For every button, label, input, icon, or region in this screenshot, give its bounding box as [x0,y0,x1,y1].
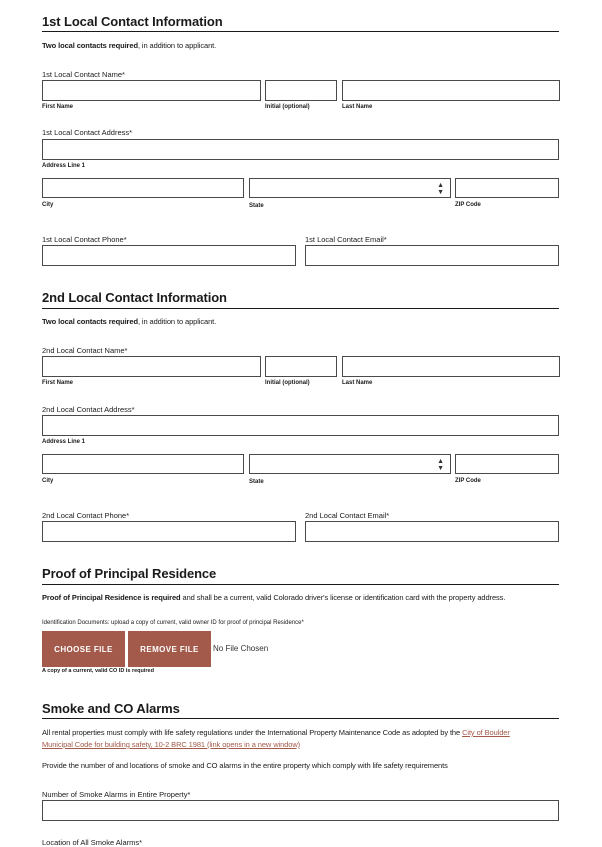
contact1-address-label: 1st Local Contact Address* [42,128,133,137]
section-title-alarms: Smoke and CO Alarms [42,701,180,716]
contact2-email-input[interactable] [305,521,559,542]
contact1-name-label: 1st Local Contact Name* [42,70,125,79]
contact1-state-label: State [249,203,264,209]
boulder-code-link[interactable]: City of Boulder Municipal Code for building safety, 10-2 BRC 1981 (link opens in a new window) [42,728,510,749]
contact2-address-line1-label: Address Line 1 [42,439,86,445]
contact1-first-name-label: First Name [42,104,74,110]
contact1-email-label: 1st Local Contact Email* [305,235,387,244]
contact2-address-label: 2nd Local Contact Address* [42,405,135,414]
contact2-phone-label: 2nd Local Contact Phone* [42,511,130,520]
contact2-state-select[interactable] [249,454,451,474]
residence-note: Proof of Principal Residence is required and shall be a current, valid Colorado driver's license or identification card with the property address. [42,593,506,602]
section-rule [42,31,559,32]
contact1-state-select[interactable] [249,178,451,198]
contact2-last-name-input[interactable] [342,356,560,377]
contact2-email-label: 2nd Local Contact Email* [305,511,390,520]
alarms-instructions: Provide the number of and locations of smoke and CO alarms in the entire property which comply with life safety requirements [42,761,448,770]
up-down-arrows-icon: ▲ ▼ [437,458,444,472]
section-rule [42,584,559,585]
contact1-first-name-input[interactable] [42,80,261,101]
file-status-text: No File Chosen [213,644,269,653]
contact1-zip-input[interactable] [455,178,559,198]
contact2-first-name-input[interactable] [42,356,261,377]
contact2-name-label: 2nd Local Contact Name* [42,346,128,355]
contact1-note: Two local contacts required, in addition to applicant. [42,41,217,50]
section-rule [42,718,559,719]
contact1-address-line1-label: Address Line 1 [42,163,86,169]
contact2-initial-input[interactable] [265,356,337,377]
residence-upload-label: Identification Documents: upload a copy of current, valid owner ID for proof of principal Residence* [42,620,304,626]
contact1-phone-label: 1st Local Contact Phone* [42,235,127,244]
contact1-last-name-label: Last Name [342,104,373,110]
up-down-arrows-icon: ▲ ▼ [437,182,444,196]
contact2-note: Two local contacts required, in addition to applicant. [42,317,217,326]
contact2-city-input[interactable] [42,454,244,474]
smoke-location-label: Location of All Smoke Alarms* [42,838,143,847]
smoke-count-label: Number of Smoke Alarms in Entire Property* [42,790,191,799]
contact2-first-name-label: First Name [42,380,74,386]
contact2-last-name-label: Last Name [342,380,373,386]
contact1-address-line1-input[interactable] [42,139,559,160]
contact2-state-label: State [249,479,264,485]
contact2-phone-input[interactable] [42,521,296,542]
contact2-zip-input[interactable] [455,454,559,474]
residence-help-text: A copy of a current, valid CO ID is required [42,668,154,674]
contact1-last-name-input[interactable] [342,80,560,101]
section-title-contact1: 1st Local Contact Information [42,14,223,29]
contact2-city-label: City [42,478,54,484]
section-title-contact2: 2nd Local Contact Information [42,290,227,305]
section-rule [42,308,559,309]
contact1-phone-input[interactable] [42,245,296,266]
contact2-initial-label: Initial (optional) [265,380,310,386]
contact1-city-input[interactable] [42,178,244,198]
contact1-zip-label: ZIP Code [455,202,481,208]
contact2-address-line1-input[interactable] [42,415,559,436]
contact1-initial-input[interactable] [265,80,337,101]
smoke-count-input[interactable] [42,800,559,821]
alarms-paragraph: All rental properties must comply with life safety regulations under the International Property Maintenance Code as adopted by the City of Boulder Municipal Code for building safety, 10-2 BRC 1981 (link opens in a new window) [42,728,510,749]
contact1-city-label: City [42,202,54,208]
section-title-residence: Proof of Principal Residence [42,566,217,581]
contact2-zip-label: ZIP Code [455,478,481,484]
choose-file-button[interactable]: CHOOSE FILE [42,631,125,667]
contact1-email-input[interactable] [305,245,559,266]
contact1-initial-label: Initial (optional) [265,104,310,110]
remove-file-button[interactable]: REMOVE FILE [128,631,211,667]
